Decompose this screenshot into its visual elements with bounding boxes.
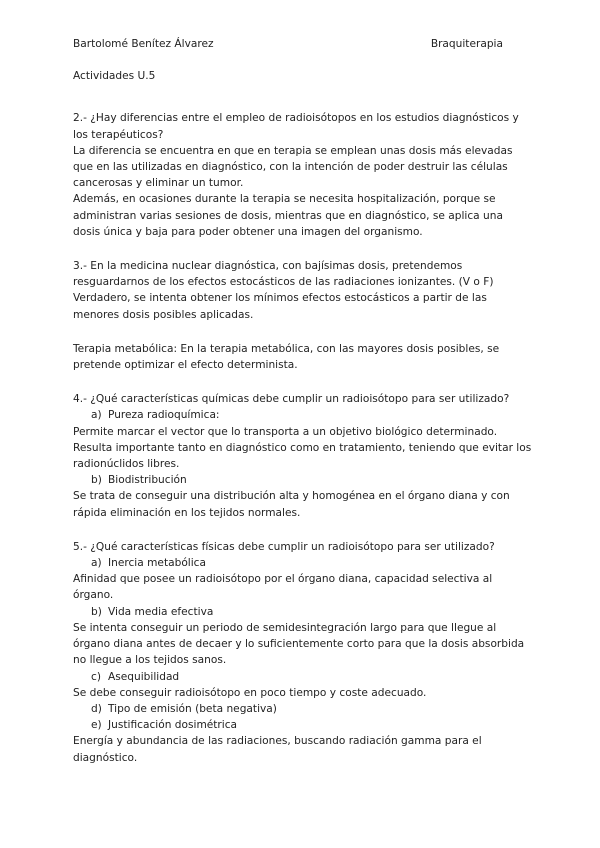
q5-item-d	[73, 701, 533, 717]
page-header	[73, 36, 503, 52]
author-name: Bartolomé Benítez Álvarez	[73, 38, 214, 50]
activity-title: Actividades U.5	[73, 70, 156, 83]
item-title: Asequibilidad	[108, 670, 180, 683]
item-title: Tipo de emisión (beta negativa)	[108, 702, 277, 715]
q4-item-a	[73, 407, 533, 423]
q4-item-b	[73, 472, 533, 488]
item-marker: d)	[91, 702, 102, 715]
q5-item-c	[73, 669, 533, 685]
q5-item-e	[73, 717, 533, 733]
q5-question: 5.- ¿Qué características físicas debe cumplir un radioisótopo para ser utilizado?	[73, 540, 495, 553]
item-marker: b)	[91, 605, 102, 618]
item-title: Pureza radioquímica:	[108, 409, 220, 422]
item-marker: a)	[91, 409, 102, 422]
item-title: Justificación dosimétrica	[108, 719, 238, 732]
item-title: Biodistribución	[108, 474, 187, 487]
item-title: Inercia metabólica	[108, 557, 206, 570]
q3-note: Terapia metabólica: En la terapia metabólica, con las mayores dosis posibles, se pretende optimizar el efecto determinista.	[73, 342, 500, 372]
item-title: Vida media efectiva	[108, 605, 214, 618]
q2-answer-2: Además, en ocasiones durante la terapia se necesita hospitalización, porque se administran varias sesiones de dosis, mientras que en diagnóstico, se aplica una dosis única y baja para poder obtener una imagen del organismo.	[73, 193, 503, 238]
document-page	[73, 36, 533, 766]
item-marker: b)	[91, 474, 102, 487]
q3-answer: Verdadero, se intenta obtener los mínimos efectos estocásticos a partir de las menores dosis posibles aplicadas.	[73, 292, 487, 321]
q5-item-b	[73, 604, 533, 620]
q5-e-text: Energía y abundancia de las radiaciones, buscando radiación gamma para el diagnóstico.	[73, 735, 482, 764]
q3-question: 3.- En la medicina nuclear diagnóstica, con bajísimas dosis, pretendemos resguardarnos de los efectos estocásticos de las radiaciones ionizantes. (V o F)	[73, 260, 494, 289]
q2-answer-1: La diferencia se encuentra en que en terapia se emplean unas dosis más elevadas que en las utilizadas en diagnóstico, con la intención de poder destruir las células cancerosas y eliminar un tumor.	[73, 144, 513, 190]
q2-question: 2.- ¿Hay diferencias entre el empleo de radioisótopos en los estudios diagnósticos y los terapéuticos?	[73, 112, 519, 141]
q5-c-text: Se debe conseguir radioisótopo en poco tiempo y coste adecuado.	[73, 686, 427, 699]
item-marker: e)	[91, 719, 102, 732]
item-marker: c)	[91, 670, 101, 683]
q4-b-text: Se trata de conseguir una distribución alta y homogénea en el órgano diana y con rápida eliminación en los tejidos normales.	[73, 490, 510, 519]
subject-name: Braquiterapia	[430, 38, 503, 50]
q4-question: 4.- ¿Qué características químicas debe cumplir un radioisótopo para ser utilizado?	[73, 393, 510, 406]
q5-a-text: Afinidad que posee un radioisótopo por el órgano diana, capacidad selectiva al órgano.	[73, 573, 493, 602]
q5-b-text: Se intenta conseguir un periodo de semidesintegración largo para que llegue al órgano diana antes de decaer y lo suficientemente corto para que la dosis absorbida no llegue a los tejidos sanos.	[73, 621, 525, 667]
q4-a-text: Permite marcar el vector que lo transporta a un objetivo biológico determinado. Resulta importante tanto en diagnóstico como en tratamiento, teniendo que evitar los radionúclidos libres.	[73, 425, 532, 471]
q5-item-a	[73, 555, 533, 571]
item-marker: a)	[91, 557, 102, 570]
